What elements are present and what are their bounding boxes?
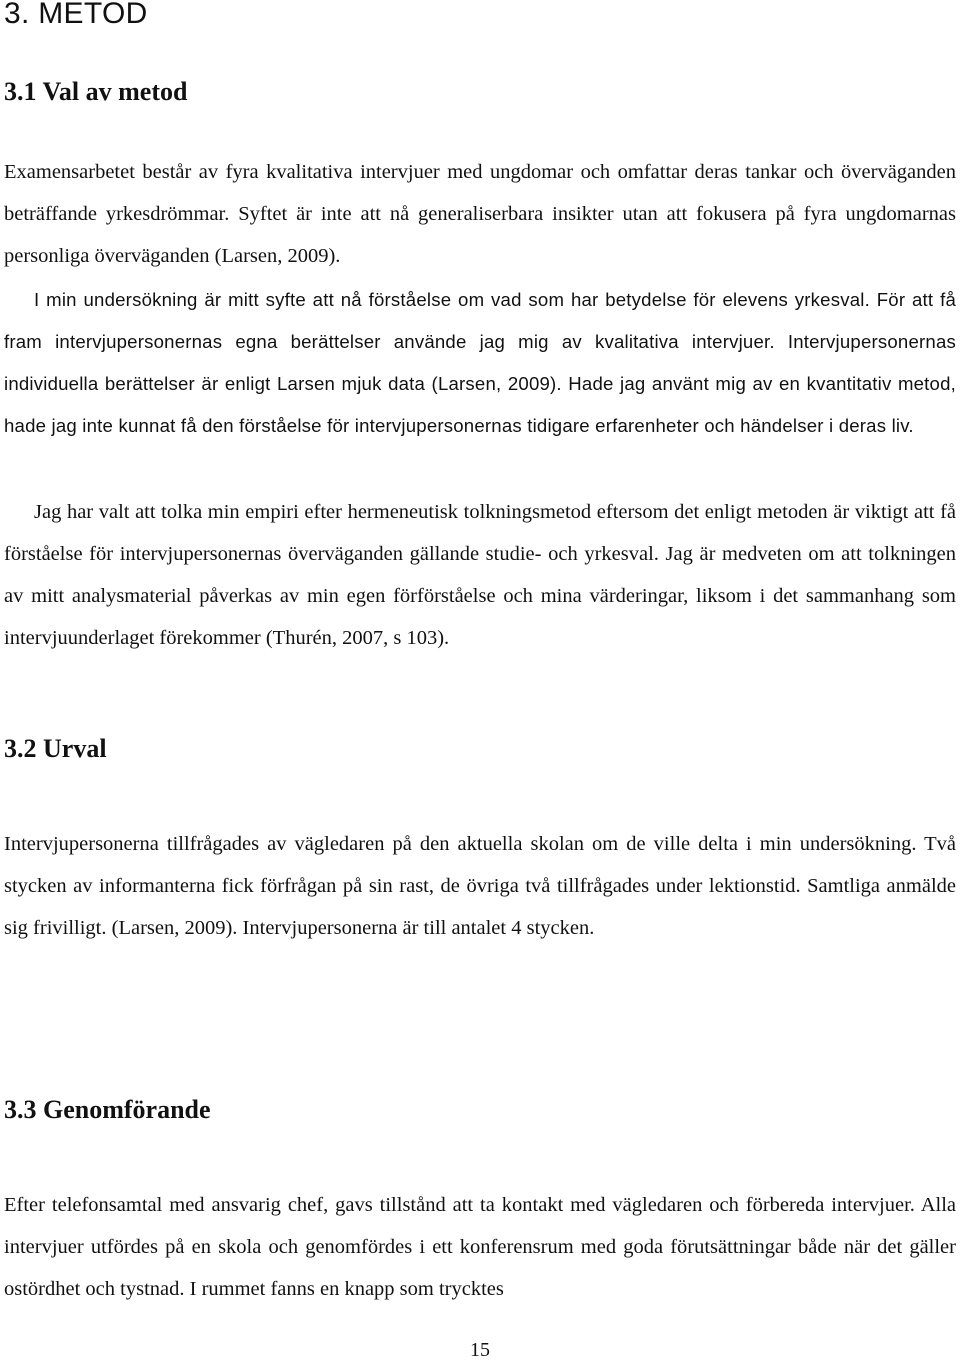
paragraph: Jag har valt att tolka min empiri efter hermeneutisk tolkningsmetod eftersom det enligt metoden är viktigt att få förståelse för intervjupersonernas överväganden gällande studie- och yrkesval. Jag är medveten om att tolkningen av mitt analysmaterial påverkas av min egen förförståelse och mina värderingar, liksom i det sammanhang som intervjuunderlaget förekommer (Thurén, 2007, s 103).	[4, 501, 956, 649]
chapter-heading: 3. METOD	[4, 0, 148, 30]
paragraph: I min undersökning är mitt syfte att nå förståelse om vad som har betydelse för elevens yrkesval. För att få fram intervjupersonernas egna berättelser använde jag mig av kvalitativa intervjuer. Intervjupersonernas individuella berättelser är enligt Larsen mjuk data (Larsen, 2009). Hade jag använt mig av en kvantitativ metod, hade jag inte kunnat få den förståelse för intervjupersonernas tidigare erfarenheter och händelser i deras liv.	[4, 289, 956, 436]
section-heading-genomforande: 3.3 Genomförande	[4, 1095, 211, 1124]
section-heading-val-av-metod: 3.1 Val av metod	[4, 77, 188, 106]
section-heading-urval: 3.2 Urval	[4, 734, 107, 763]
paragraph: Efter telefonsamtal med ansvarig chef, gavs tillstånd att ta kontakt med vägledaren och förbereda intervjuer. Alla intervjuer utfördes på en skola och genomfördes i ett konferensrum med goda förutsättningar både när det gäller ostördhet och tystnad. I rummet fanns en knapp som trycktes	[4, 1194, 956, 1300]
page-number: 15	[470, 1339, 490, 1361]
paragraph: Examensarbetet består av fyra kvalitativa intervjuer med ungdomar och omfattar deras tankar och överväganden beträffande yrkesdrömmar. Syftet är inte att nå generaliserbara insikter utan att fokusera på fyra ungdomarnas personliga överväganden (Larsen, 2009).	[4, 161, 956, 267]
paragraph: Intervjupersonerna tillfrågades av vägledaren på den aktuella skolan om de ville delta i min undersökning. Två stycken av informanterna fick förfrågan på sin rast, de övriga två tillfrågades under lektionstid. Samtliga anmälde sig frivilligt. (Larsen, 2009). Intervjupersonerna är till antalet 4 stycken.	[4, 833, 956, 939]
